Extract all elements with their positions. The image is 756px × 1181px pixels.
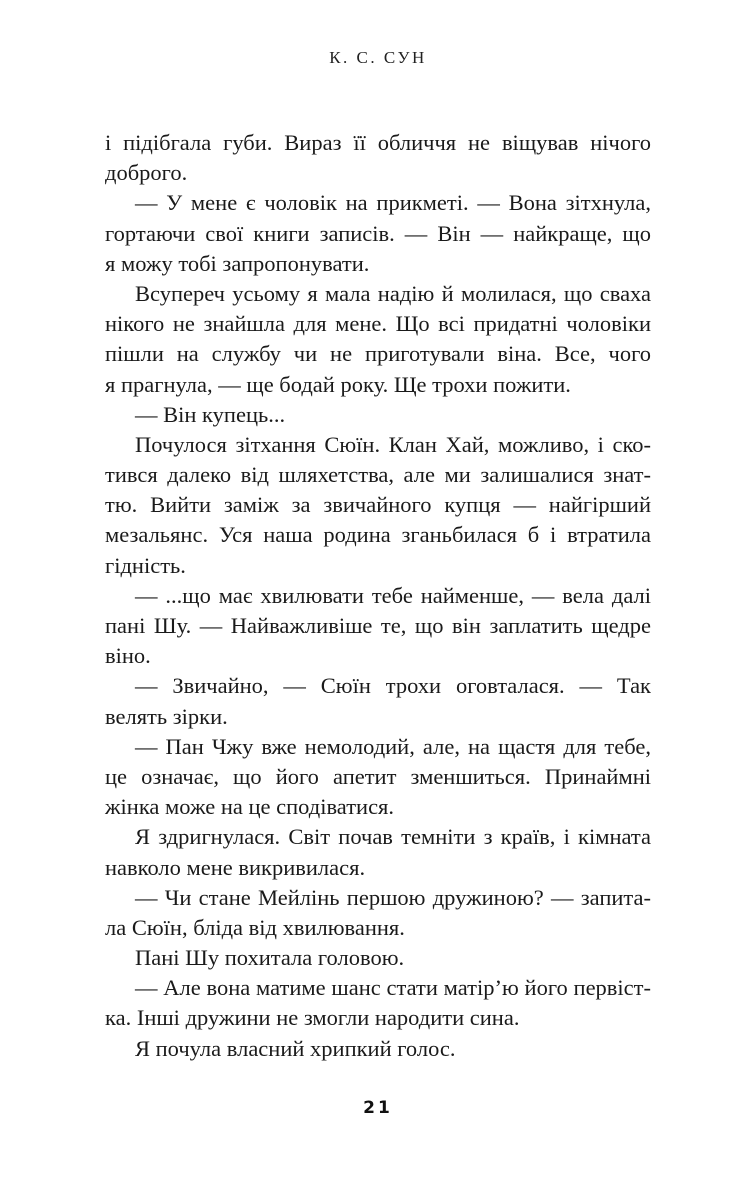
text-line: навколо мене викривилася. [105, 854, 366, 880]
text-line: — Він купець... [135, 401, 286, 427]
page-number: 21 [363, 1098, 393, 1118]
text-line: пішли на службу чи не приготували віна. Все, чого [105, 341, 651, 367]
text-line: тю. Вийти заміж за звичайного купця — найгірший [105, 492, 651, 518]
text-line: Пані Шу похитала головою. [135, 945, 405, 971]
text-line: — Звичайно, — Сюїн трохи оговталася. — Так [135, 673, 651, 699]
text-line: тився далеко від шляхетства, але ми залишалися знат- [105, 462, 651, 488]
running-head: К. С. СУН [329, 48, 427, 67]
text-line: — Чи стане Мейлінь першою дружиною? — запита- [135, 884, 651, 910]
body-text [105, 128, 651, 1064]
text-line: — Але вона матиме шанс стати матір’ю його первіст- [135, 975, 651, 1001]
text-line: доброго. [105, 160, 188, 186]
text-line: ла Сюїн, бліда від хвилювання. [105, 914, 405, 940]
text-line: ка. Інші дружини не змогли народити сина. [105, 1005, 520, 1031]
text-line: нікого не знайшла для мене. Що всі придатні чоловіки [105, 311, 651, 337]
text-line: я прагнула, — ще бодай року. Ще трохи пожити. [105, 371, 571, 397]
text-line: — У мене є чоловік на прикметі. — Вона зітхнула, [135, 190, 651, 216]
text-line: Почулося зітхання Сюїн. Клан Хай, можливо, і ско- [135, 431, 651, 457]
text-line: це означає, що його апетит зменшиться. Принаймні [105, 763, 651, 789]
text-line: віно. [105, 643, 151, 669]
text-line: Я почула власний хрипкий голос. [135, 1035, 456, 1061]
text-line: Я здригнулася. Світ почав темніти з країв, і кімната [135, 824, 651, 850]
text-line: я можу тобі запропонувати. [105, 250, 370, 276]
text-line: Всупереч усьому я мала надію й молилася, що сваха [135, 280, 651, 306]
text-line: гортаючи свої книги записів. — Він — найкраще, що [105, 220, 651, 246]
text-line: — Пан Чжу вже немолодий, але, на щастя для тебе, [135, 733, 651, 759]
text-line: пані Шу. — Найважливіше те, що він заплатить щедре [105, 613, 651, 638]
text-line: велять зірки. [105, 703, 228, 729]
text-line: — ...що має хвилювати тебе найменше, — вела далі [135, 582, 651, 608]
text-line: і підібгала губи. Вираз її обличчя не віщував нічого [105, 130, 651, 155]
text-line: гідність. [105, 552, 186, 578]
text-line: жінка може на це сподіватися. [105, 794, 395, 820]
text-line: мезальянс. Уся наша родина зганьбилася б і втратила [105, 522, 651, 548]
